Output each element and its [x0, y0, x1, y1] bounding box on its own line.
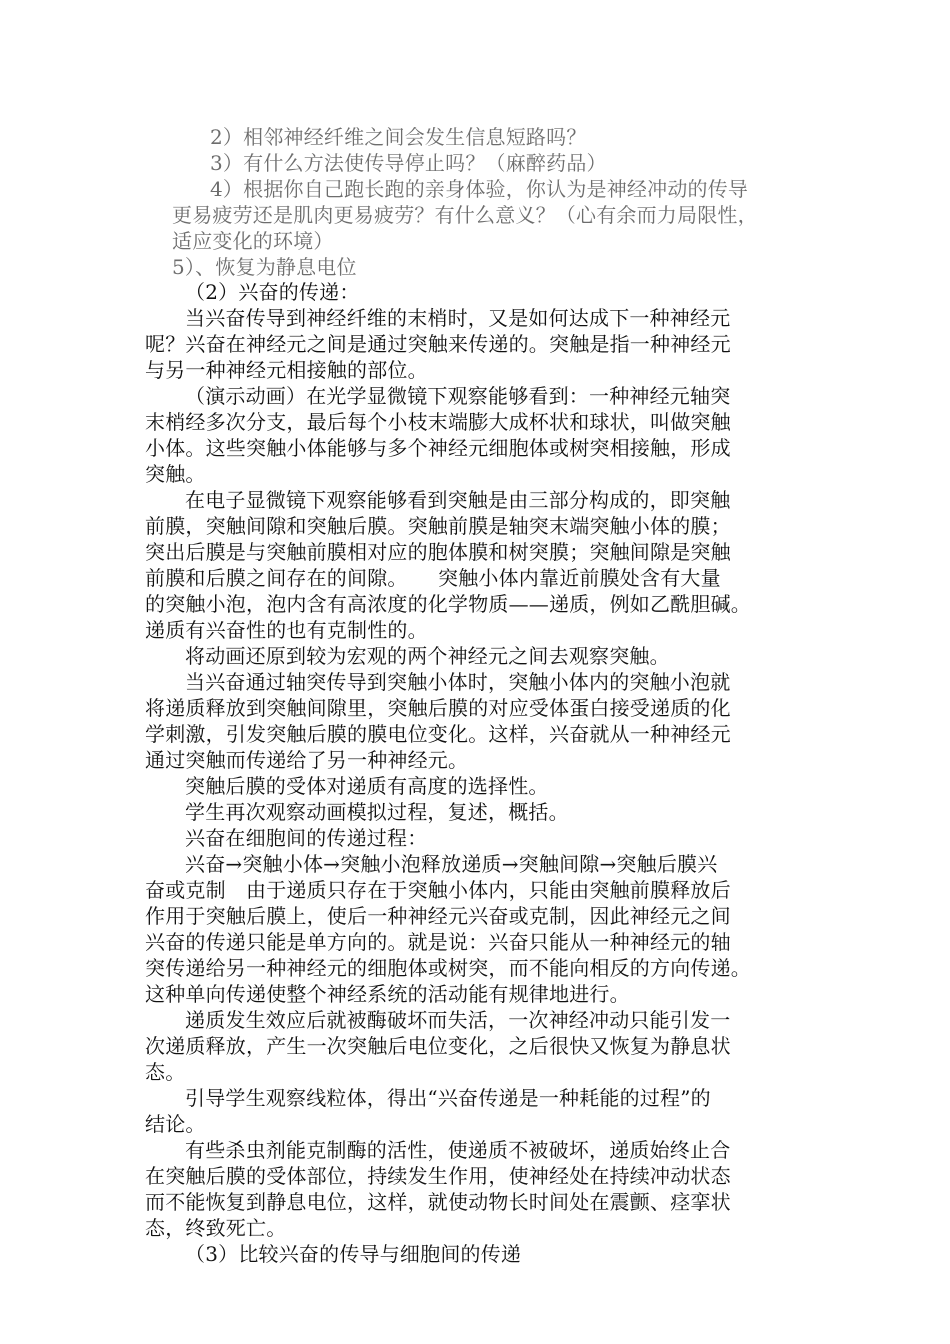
- text-line: 小体。这些突触小体能够与多个神经元细胞体或树突相接触，形成: [145, 436, 731, 460]
- text-line: 而不能恢复到静息电位，这样，就使动物长时间处在震颤、痉挛状: [145, 1190, 731, 1214]
- text-line: 前膜和后膜之间存在的间隙。 突触小体内靠近前膜处含有大量: [145, 566, 721, 590]
- text-line: 突触。: [145, 462, 206, 486]
- text-line: 呢？兴奋在神经元之间是通过突触来传递的。突触是指一种神经元: [145, 332, 731, 356]
- text-line: 态，终致死亡。: [145, 1216, 287, 1240]
- text-line: 4）根据你自己跑长跑的亲身体验，你认为是神经冲动的传导: [210, 177, 749, 201]
- text-line: 作用于突触后膜上，使后一种神经元兴奋或克制，因此神经元之间: [145, 904, 731, 928]
- text-line: 学刺激，引发突触后膜的膜电位变化。这样，兴奋就从一种神经元: [145, 722, 731, 746]
- text-line: 将递质释放到突触间隙里，突触后膜的对应受体蛋白接受递质的化: [145, 696, 731, 720]
- text-line: 有些杀虫剂能克制酶的活性，使递质不被破坏，递质始终止合: [185, 1138, 731, 1162]
- text-line: 在电子显微镜下观察能够看到突触是由三部分构成的，即突触: [185, 488, 731, 512]
- text-line: 兴奋→突触小体→突触小泡释放递质→突触间隙→突触后膜兴: [185, 852, 718, 876]
- text-line: 突出后膜是与突触前膜相对应的胞体膜和树突膜；突触间隙是突触: [145, 540, 731, 564]
- text-line: 结论。: [145, 1112, 206, 1136]
- text-line: 2）相邻神经纤维之间会发生信息短路吗？: [210, 125, 587, 149]
- section-heading: （2）兴奋的传递：: [185, 280, 360, 304]
- text-line: 在突触后膜的受体部位，持续发生作用，使神经处在持续冲动状态: [145, 1164, 731, 1188]
- text-line: 引导学生观察线粒体，得出“兴奋传递是一种耗能的过程”的: [185, 1086, 711, 1110]
- text-line: 学生再次观察动画模拟过程，复述，概括。: [185, 800, 569, 824]
- text-line: 的突触小泡，泡内含有高浓度的化学物质——递质，例如乙酰胆碱。: [145, 592, 751, 616]
- text-line: 与另一种神经元相接触的部位。: [145, 358, 428, 382]
- text-line: 奋或克制 由于递质只存在于突触小体内，只能由突触前膜释放后: [145, 878, 731, 902]
- text-line: 递质发生效应后就被酶破坏而失活，一次神经冲动只能引发一: [185, 1008, 731, 1032]
- text-line: 适应变化的环境）: [172, 229, 334, 253]
- text-line: （演示动画）在光学显微镜下观察能够看到：一种神经元轴突: [185, 384, 731, 408]
- text-line: 5）、恢复为静息电位: [172, 255, 357, 279]
- text-line: 递质有兴奋性的也有克制性的。: [145, 618, 428, 642]
- text-line: 这种单向传递使整个神经系统的活动能有规律地进行。: [145, 982, 630, 1006]
- text-line: 突传递给另一种神经元的细胞体或树突，而不能向相反的方向传递。: [145, 956, 751, 980]
- text-line: 前膜，突触间隙和突触后膜。突触前膜是轴突末端突触小体的膜；: [145, 514, 731, 538]
- text-line: 兴奋的传递只能是单方向的。就是说：兴奋只能从一种神经元的轴: [145, 930, 731, 954]
- text-line: 通过突触而传递给了另一种神经元。: [145, 748, 469, 772]
- text-line: 3）有什么方法使传导停止吗？（麻醉药品）: [210, 151, 607, 175]
- text-line: 将动画还原到较为宏观的两个神经元之间去观察突触。: [185, 644, 670, 668]
- text-line: 末梢经多次分支，最后每个小枝末端膨大成杯状和球状，叫做突触: [145, 410, 731, 434]
- text-line: 兴奋在细胞间的传递过程：: [185, 826, 428, 850]
- text-line: 次递质释放，产生一次突触后电位变化，之后很快又恢复为静息状: [145, 1034, 731, 1058]
- text-line: 更易疲劳还是肌肉更易疲劳？有什么意义？（心有余而力局限性，: [172, 203, 758, 227]
- text-line: 当兴奋通过轴突传导到突触小体时，突触小体内的突触小泡就: [185, 670, 731, 694]
- text-line: 态。: [145, 1060, 186, 1084]
- text-line: 突触后膜的受体对递质有高度的选择性。: [185, 774, 549, 798]
- section-heading: （3）比较兴奋的传导与细胞间的传递: [185, 1242, 522, 1266]
- text-line: 当兴奋传导到神经纤维的末梢时，又是如何达成下一种神经元: [185, 306, 731, 330]
